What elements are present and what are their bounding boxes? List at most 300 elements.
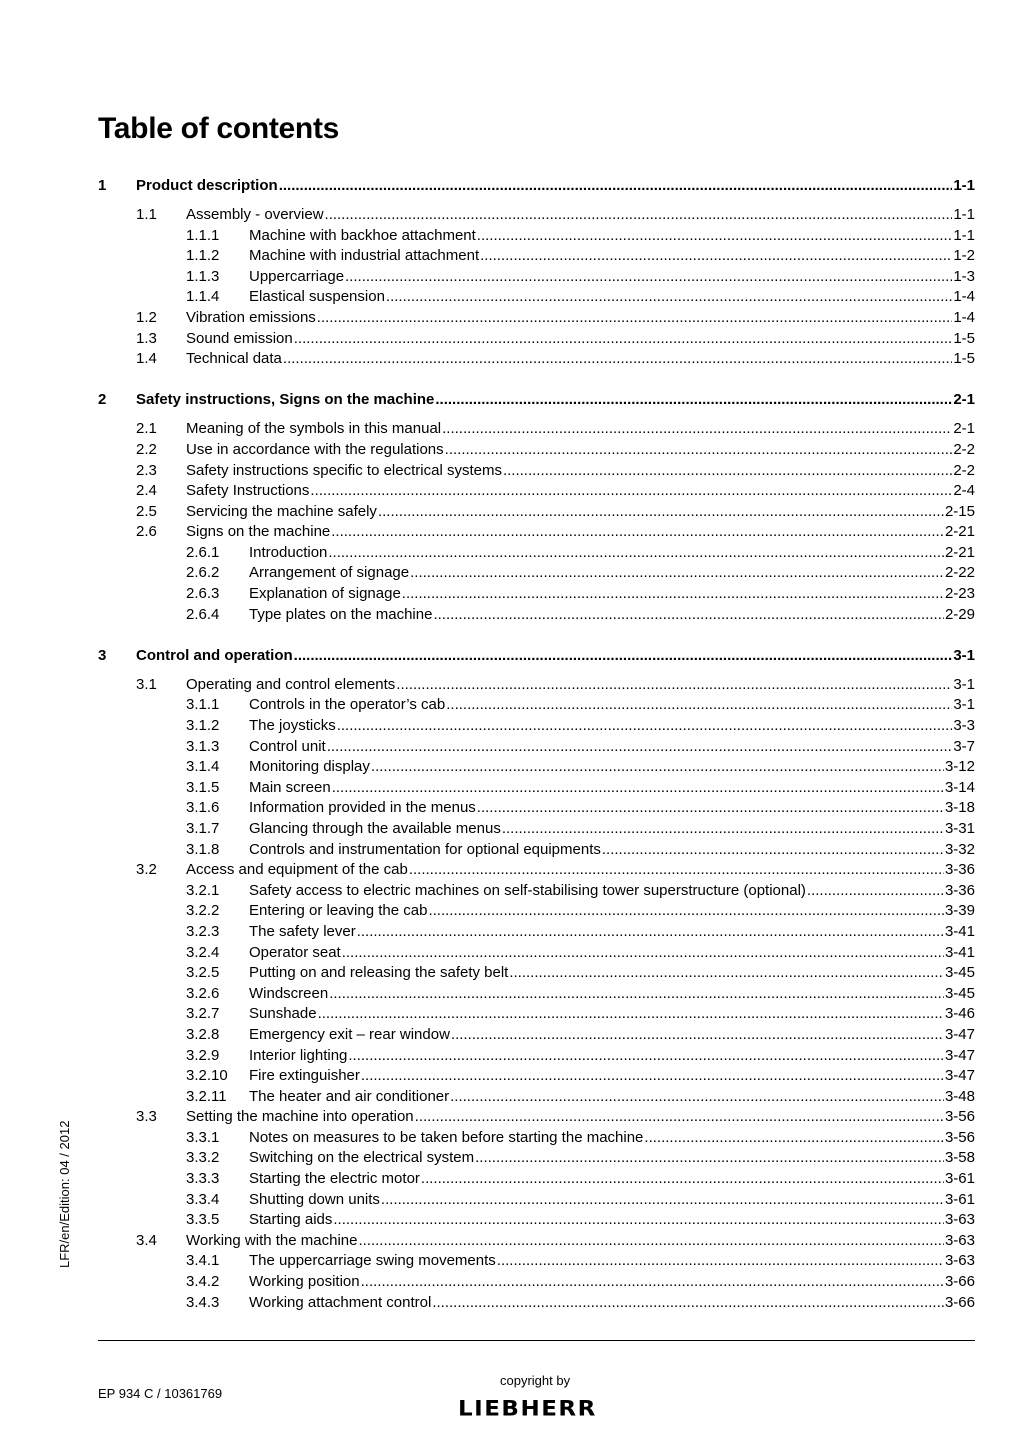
toc-page-number: 3-47 xyxy=(944,1046,975,1064)
toc-page-number: 3-45 xyxy=(944,964,975,982)
toc-title: Access and equipment of the cab xyxy=(186,861,408,879)
toc-subsection[interactable] xyxy=(98,757,975,778)
toc-leader-line xyxy=(249,1087,975,1108)
toc-number: 3.3 xyxy=(136,1108,157,1126)
toc-page-number: 1-1 xyxy=(953,226,975,244)
toc-title: Setting the machine into operation xyxy=(186,1108,414,1126)
toc-section[interactable] xyxy=(98,1231,975,1252)
toc-number: 3.3.5 xyxy=(186,1211,220,1229)
toc-leader-line xyxy=(249,1251,975,1272)
toc-dot-leader xyxy=(371,757,944,778)
toc-leader-line xyxy=(249,716,975,737)
copyright-label: copyright by xyxy=(500,1373,571,1388)
document-id: EP 934 C / 10361769 xyxy=(98,1386,223,1401)
toc-subsection[interactable] xyxy=(98,1128,975,1149)
toc-leader-line xyxy=(136,176,975,197)
toc-dot-leader xyxy=(421,1169,944,1190)
toc-leader-line xyxy=(249,737,975,758)
toc-dot-leader xyxy=(318,1004,944,1025)
toc-title: Working position xyxy=(249,1273,360,1291)
toc-page-number: 3-61 xyxy=(944,1170,975,1188)
toc-page-number: 2-21 xyxy=(944,523,975,541)
toc-page-number: 1-4 xyxy=(953,308,975,326)
toc-leader-line xyxy=(249,881,975,902)
toc-leader-line xyxy=(249,819,975,840)
toc-dot-leader xyxy=(358,1231,944,1252)
toc-leader-line xyxy=(249,584,975,605)
toc-page-number: 1-5 xyxy=(953,350,975,368)
toc-title: Putting on and releasing the safety belt xyxy=(249,964,509,982)
toc-number: 3.2.1 xyxy=(186,881,220,899)
toc-page-number: 3-3 xyxy=(953,717,975,735)
toc-section[interactable] xyxy=(98,481,975,502)
toc-subsection[interactable] xyxy=(98,1087,975,1108)
toc-leader-line xyxy=(249,287,975,308)
toc-leader-line xyxy=(249,1066,975,1087)
toc-number: 3.2.11 xyxy=(186,1087,227,1105)
toc-subsection[interactable] xyxy=(98,963,975,984)
toc-dot-leader xyxy=(317,308,953,329)
toc-page-number: 1-4 xyxy=(953,288,975,306)
toc-subsection[interactable] xyxy=(98,1004,975,1025)
toc-subsection[interactable] xyxy=(98,737,975,758)
toc-number: 3.1.4 xyxy=(186,758,220,776)
toc-dot-leader xyxy=(294,329,953,350)
toc-dot-leader xyxy=(331,522,944,543)
toc-chapter[interactable] xyxy=(98,176,975,197)
toc-subsection[interactable] xyxy=(98,922,975,943)
toc-title: Information provided in the menus xyxy=(249,799,476,817)
toc-number: 1.1.4 xyxy=(186,288,220,306)
toc-page-number: 3-1 xyxy=(953,696,975,714)
toc-page-number: 3-63 xyxy=(944,1211,975,1229)
toc-leader-line xyxy=(249,226,975,247)
toc-leader-line xyxy=(249,922,975,943)
toc-dot-leader xyxy=(475,1148,944,1169)
toc-dot-leader xyxy=(283,349,952,370)
toc-page-number: 3-56 xyxy=(944,1108,975,1126)
toc-leader-line xyxy=(186,481,975,502)
toc-subsection[interactable] xyxy=(98,901,975,922)
toc-dot-leader xyxy=(602,840,944,861)
toc-number: 2.6.1 xyxy=(186,543,220,561)
toc-number: 3.4 xyxy=(136,1231,157,1249)
toc-page-number: 3-36 xyxy=(944,861,975,879)
toc-subsection[interactable] xyxy=(98,1293,975,1314)
toc-subsection[interactable] xyxy=(98,1190,975,1211)
toc-subsection[interactable] xyxy=(98,943,975,964)
toc-leader-line xyxy=(249,1025,975,1046)
toc-number: 3.2.6 xyxy=(186,984,220,1002)
toc-number: 3.3.1 xyxy=(186,1128,220,1146)
toc-section[interactable] xyxy=(98,502,975,523)
toc-page-number: 3-47 xyxy=(944,1067,975,1085)
toc-page-number: 2-1 xyxy=(953,420,975,438)
toc-title: Machine with industrial attachment xyxy=(249,247,480,265)
toc-dot-leader xyxy=(497,1251,944,1272)
toc-page-number: 3-61 xyxy=(944,1190,975,1208)
toc-title: Sound emission xyxy=(186,329,293,347)
toc-chapter[interactable] xyxy=(98,646,975,667)
toc-subsection[interactable] xyxy=(98,1046,975,1067)
toc-dot-leader xyxy=(327,737,953,758)
toc-leader-line xyxy=(249,267,975,288)
toc-number: 1.4 xyxy=(136,350,157,368)
toc-dot-leader xyxy=(446,695,952,716)
toc-title: Safety access to electric machines on self-stabilising tower superstructure (optional) xyxy=(249,881,806,899)
toc-section[interactable] xyxy=(98,308,975,329)
edition-side-label: LFR/en/Edition: 04 / 2012 xyxy=(57,1120,72,1268)
toc-subsection[interactable] xyxy=(98,605,975,626)
toc-number: 1.1.3 xyxy=(186,267,220,285)
toc-subsection[interactable] xyxy=(98,543,975,564)
toc-dot-leader xyxy=(433,605,944,626)
toc-dot-leader xyxy=(396,675,952,696)
toc-leader-line xyxy=(186,440,975,461)
toc-number: 1.1.1 xyxy=(186,226,220,244)
toc-title: Controls and instrumentation for optional equipments xyxy=(249,840,601,858)
toc-number: 3.2.9 xyxy=(186,1046,220,1064)
toc-subsection[interactable] xyxy=(98,695,975,716)
toc-page-number: 3-18 xyxy=(944,799,975,817)
toc-dot-leader xyxy=(807,881,944,902)
toc-title: Shutting down units xyxy=(249,1190,380,1208)
toc-leader-line xyxy=(249,605,975,626)
toc-page-number: 3-14 xyxy=(944,778,975,796)
toc-section[interactable] xyxy=(98,349,975,370)
toc-title: Fire extinguisher xyxy=(249,1067,360,1085)
toc-leader-line xyxy=(249,563,975,584)
toc-number: 2.1 xyxy=(136,420,157,438)
toc-page-number: 3-45 xyxy=(944,984,975,1002)
toc-page-number: 2-1 xyxy=(953,391,975,409)
toc-chapter-block xyxy=(98,176,975,370)
toc-title: Operator seat xyxy=(249,943,341,961)
toc-title: Arrangement of signage xyxy=(249,564,410,582)
toc-dot-leader xyxy=(502,819,944,840)
toc-title: Uppercarriage xyxy=(249,267,345,285)
toc-leader-line xyxy=(136,390,975,411)
toc-leader-line xyxy=(249,1004,975,1025)
toc-title: The heater and air conditioner xyxy=(249,1087,450,1105)
toc-leader-line xyxy=(249,901,975,922)
toc-title: Meaning of the symbols in this manual xyxy=(186,420,442,438)
toc-title: Working with the machine xyxy=(186,1231,358,1249)
toc-page-number: 1-1 xyxy=(953,205,975,223)
toc-title: Sunshade xyxy=(249,1005,317,1023)
toc-title: Emergency exit – rear window xyxy=(249,1025,450,1043)
toc-dot-leader xyxy=(480,246,952,267)
toc-title: Safety instructions specific to electrical systems xyxy=(186,461,502,479)
toc-title: Control and operation xyxy=(136,646,293,664)
toc-dot-leader xyxy=(409,860,944,881)
toc-number: 3.2.3 xyxy=(186,922,220,940)
toc-number: 3 xyxy=(98,646,107,664)
toc-dot-leader xyxy=(329,984,944,1005)
toc-title: Starting the electric motor xyxy=(249,1170,420,1188)
toc-leader-line xyxy=(249,246,975,267)
toc-number: 3.3.4 xyxy=(186,1190,220,1208)
toc-leader-line xyxy=(249,1293,975,1314)
toc-subsection[interactable] xyxy=(98,819,975,840)
toc-section[interactable] xyxy=(98,419,975,440)
liebherr-logo: LIEBHERR xyxy=(458,1397,597,1421)
toc-number: 3.3.3 xyxy=(186,1170,220,1188)
toc-title: Windscreen xyxy=(249,984,329,1002)
toc-dot-leader xyxy=(325,205,953,226)
toc-subsection[interactable] xyxy=(98,246,975,267)
toc-dot-leader xyxy=(337,716,953,737)
toc-chapter-block xyxy=(98,390,975,625)
toc-number: 3.1.1 xyxy=(186,696,220,714)
toc-number: 3.2.8 xyxy=(186,1025,220,1043)
toc-title: Main screen xyxy=(249,778,331,796)
toc-title: Control unit xyxy=(249,737,326,755)
toc-subsection[interactable] xyxy=(98,984,975,1005)
toc-leader-line xyxy=(249,943,975,964)
toc-number: 2.4 xyxy=(136,482,157,500)
toc-leader-line xyxy=(249,984,975,1005)
toc-section[interactable] xyxy=(98,440,975,461)
toc-dot-leader xyxy=(381,1190,944,1211)
toc-page-number: 3-7 xyxy=(953,737,975,755)
toc-section[interactable] xyxy=(98,675,975,696)
toc-title: Type plates on the machine xyxy=(249,605,433,623)
toc-dot-leader xyxy=(644,1128,944,1149)
toc-title: The safety lever xyxy=(249,922,356,940)
toc-number: 3.2.2 xyxy=(186,902,220,920)
toc-page-number: 3-48 xyxy=(944,1087,975,1105)
toc-subsection[interactable] xyxy=(98,1148,975,1169)
toc-leader-line xyxy=(249,778,975,799)
toc-page-number: 3-12 xyxy=(944,758,975,776)
toc-subsection[interactable] xyxy=(98,840,975,861)
toc-title: Technical data xyxy=(186,350,282,368)
toc-leader-line xyxy=(186,502,975,523)
toc-page-number: 3-39 xyxy=(944,902,975,920)
toc-number: 2.6 xyxy=(136,523,157,541)
toc-subsection[interactable] xyxy=(98,778,975,799)
toc-dot-leader xyxy=(442,419,952,440)
toc-page-number: 2-23 xyxy=(944,585,975,603)
toc-number: 3.1.7 xyxy=(186,819,220,837)
toc-title: Switching on the electrical system xyxy=(249,1149,475,1167)
toc-dot-leader xyxy=(348,1046,944,1067)
toc-leader-line xyxy=(249,1169,975,1190)
toc-section[interactable] xyxy=(98,1107,975,1128)
toc-page-number: 3-46 xyxy=(944,1005,975,1023)
toc-number: 3.1.5 xyxy=(186,778,220,796)
toc-leader-line xyxy=(186,860,975,881)
toc-number: 3.2.7 xyxy=(186,1005,220,1023)
toc-dot-leader xyxy=(428,901,944,922)
toc-page-number: 3-31 xyxy=(944,819,975,837)
toc-leader-line xyxy=(249,1210,975,1231)
toc-subsection[interactable] xyxy=(98,716,975,737)
toc-dot-leader xyxy=(279,176,953,197)
toc-dot-leader xyxy=(378,502,944,523)
toc-dot-leader xyxy=(294,646,953,667)
toc-page-number: 3-1 xyxy=(953,646,975,664)
toc-title: Notes on measures to be taken before starting the machine xyxy=(249,1128,644,1146)
toc-page-number: 1-1 xyxy=(953,177,975,194)
toc-dot-leader xyxy=(450,1087,944,1108)
toc-number: 3.3.2 xyxy=(186,1149,220,1167)
toc-leader-line xyxy=(186,308,975,329)
toc-leader-line xyxy=(186,419,975,440)
toc-subsection[interactable] xyxy=(98,1251,975,1272)
toc-section[interactable] xyxy=(98,461,975,482)
toc-title: Safety Instructions xyxy=(186,482,310,500)
toc-leader-line xyxy=(249,840,975,861)
toc-number: 3.4.1 xyxy=(186,1252,220,1270)
toc-number: 3.4.2 xyxy=(186,1273,220,1291)
toc-title: Operating and control elements xyxy=(186,675,396,693)
toc-number: 3.1 xyxy=(136,675,157,693)
toc-dot-leader xyxy=(361,1272,944,1293)
toc-leader-line xyxy=(186,675,975,696)
toc-title: Safety instructions, Signs on the machine xyxy=(136,391,435,409)
toc-number: 3.2.10 xyxy=(186,1067,228,1085)
toc-leader-line xyxy=(249,1148,975,1169)
toc-title: Use in accordance with the regulations xyxy=(186,440,444,458)
toc-subsection[interactable] xyxy=(98,287,975,308)
toc-leader-line xyxy=(186,349,975,370)
toc-page-number: 1-3 xyxy=(953,267,975,285)
toc-subsection[interactable] xyxy=(98,1169,975,1190)
toc-number: 3.2 xyxy=(136,861,157,879)
page-title: Table of contents xyxy=(98,112,340,145)
toc-dot-leader xyxy=(402,584,944,605)
toc-leader-line xyxy=(249,1128,975,1149)
toc-subsection[interactable] xyxy=(98,563,975,584)
toc-leader-line xyxy=(249,1046,975,1067)
toc-title: Glancing through the available menus xyxy=(249,819,501,837)
toc-page-number: 2-2 xyxy=(953,461,975,479)
toc-leader-line xyxy=(249,543,975,564)
toc-leader-line xyxy=(249,1272,975,1293)
toc-title: Controls in the operator’s cab xyxy=(249,696,446,714)
toc-number: 2.6.4 xyxy=(186,605,220,623)
toc-dot-leader xyxy=(328,543,944,564)
toc-dot-leader xyxy=(415,1107,944,1128)
toc-leader-line xyxy=(186,461,975,482)
toc-title: Entering or leaving the cab xyxy=(249,902,428,920)
toc-title: Signs on the machine xyxy=(186,523,331,541)
toc-dot-leader xyxy=(410,563,944,584)
toc-number: 3.1.2 xyxy=(186,717,220,735)
toc-leader-line xyxy=(249,1190,975,1211)
toc-page-number: 3-41 xyxy=(944,922,975,940)
toc-title: Starting aids xyxy=(249,1211,333,1229)
toc-page-number: 2-2 xyxy=(953,440,975,458)
toc-subsection[interactable] xyxy=(98,1025,975,1046)
toc-title: Machine with backhoe attachment xyxy=(249,226,476,244)
toc-dot-leader xyxy=(361,1066,944,1087)
toc-subsection[interactable] xyxy=(98,584,975,605)
toc-title: Introduction xyxy=(249,543,328,561)
toc-number: 2.6.2 xyxy=(186,564,220,582)
toc-number: 3.1.3 xyxy=(186,737,220,755)
toc-chapter[interactable] xyxy=(98,390,975,411)
toc-leader-line xyxy=(136,646,975,667)
toc-title: Interior lighting xyxy=(249,1046,348,1064)
toc-leader-line xyxy=(186,329,975,350)
footer-rule xyxy=(98,1340,975,1341)
toc-title: Vibration emissions xyxy=(186,308,316,326)
toc-title: Explanation of signage xyxy=(249,585,401,603)
toc-subsection[interactable] xyxy=(98,798,975,819)
toc-leader-line xyxy=(186,1231,975,1252)
toc-page-number: 3-63 xyxy=(944,1231,975,1249)
toc-page-number: 2-4 xyxy=(953,482,975,500)
toc-page-number: 3-66 xyxy=(944,1293,975,1311)
toc-subsection[interactable] xyxy=(98,1066,975,1087)
toc-dot-leader xyxy=(477,226,953,247)
toc-leader-line xyxy=(249,963,975,984)
toc-dot-leader xyxy=(310,481,952,502)
toc-number: 2.5 xyxy=(136,502,157,520)
toc-title: Working attachment control xyxy=(249,1293,432,1311)
toc-leader-line xyxy=(249,757,975,778)
toc-number: 1 xyxy=(98,177,107,194)
toc-title: Servicing the machine safely xyxy=(186,502,377,520)
toc-page-number: 3-63 xyxy=(944,1252,975,1270)
toc-subsection[interactable] xyxy=(98,226,975,247)
toc-page-number: 3-56 xyxy=(944,1128,975,1146)
toc-dot-leader xyxy=(342,943,944,964)
toc-dot-leader xyxy=(435,390,952,411)
toc-section[interactable] xyxy=(98,329,975,350)
toc-page-number: 2-21 xyxy=(944,543,975,561)
toc-number: 2.2 xyxy=(136,440,157,458)
toc-dot-leader xyxy=(432,1293,944,1314)
toc-leader-line xyxy=(186,1107,975,1128)
toc-dot-leader xyxy=(451,1025,944,1046)
toc-leader-line xyxy=(186,205,975,226)
toc-page-number: 2-22 xyxy=(944,564,975,582)
toc-section[interactable] xyxy=(98,860,975,881)
toc-subsection[interactable] xyxy=(98,1210,975,1231)
toc-page-number: 3-58 xyxy=(944,1149,975,1167)
toc-page-number: 3-66 xyxy=(944,1273,975,1291)
toc-subsection[interactable] xyxy=(98,1272,975,1293)
toc-number: 3.4.3 xyxy=(186,1293,220,1311)
toc-title: The joysticks xyxy=(249,717,336,735)
toc-page-number: 3-47 xyxy=(944,1025,975,1043)
toc-title: Assembly - overview xyxy=(186,205,324,223)
toc-title: Product description xyxy=(136,177,278,194)
toc-number: 2 xyxy=(98,391,107,409)
toc-page-number: 1-2 xyxy=(953,247,975,265)
toc-title: Monitoring display xyxy=(249,758,370,776)
toc-page-number: 2-29 xyxy=(944,605,975,623)
toc-dot-leader xyxy=(477,798,944,819)
toc-page-number: 3-32 xyxy=(944,840,975,858)
toc-title: The uppercarriage swing movements xyxy=(249,1252,496,1270)
toc-number: 1.1.2 xyxy=(186,247,220,265)
toc-page-number: 1-5 xyxy=(953,329,975,347)
toc-subsection[interactable] xyxy=(98,267,975,288)
toc-section[interactable] xyxy=(98,205,975,226)
toc-number: 1.2 xyxy=(136,308,157,326)
toc-dot-leader xyxy=(509,963,944,984)
toc-number: 2.3 xyxy=(136,461,157,479)
toc-page-number: 3-1 xyxy=(953,675,975,693)
toc-section[interactable] xyxy=(98,522,975,543)
toc-number: 2.6.3 xyxy=(186,585,220,603)
toc-subsection[interactable] xyxy=(98,881,975,902)
